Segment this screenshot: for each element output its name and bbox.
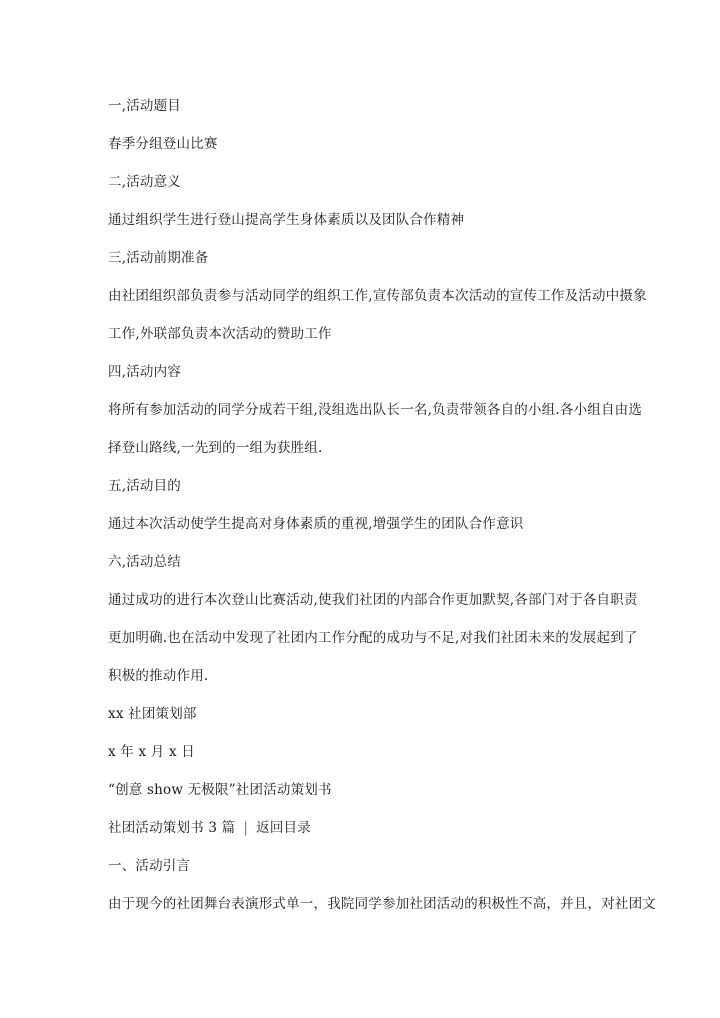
paragraph-line: 将所有参加活动的同学分成若干组,没组选出队长一名,负责带领各自的小组.各小组自由选: [108, 402, 643, 418]
collection-title: 社团活动策划书 3 篇: [108, 820, 236, 836]
heading-preparation: 三,活动前期准备: [108, 250, 209, 266]
heading-activity-summary: 六,活动总结: [108, 554, 181, 570]
next-document-title: “创意 show 无极限”社团活动策划书: [108, 782, 332, 798]
heading-activity-title: 一,活动题目: [108, 98, 181, 114]
signature-date: x 年 x 月 x 日: [108, 744, 195, 760]
heading-activity-purpose: 五,活动目的: [108, 478, 181, 494]
paragraph-line: 更加明确.也在活动中发现了社团内工作分配的成功与不足,对我们社团未来的发展起到了: [108, 630, 638, 646]
signature-department: xx 社团策划部: [108, 706, 197, 722]
paragraph-line: 通过组织学生进行登山提高学生身体素质以及团队合作精神: [108, 212, 465, 228]
heading-activity-introduction: 一、活动引言: [108, 858, 191, 874]
heading-activity-content: 四,活动内容: [108, 364, 181, 380]
heading-activity-significance: 二,活动意义: [108, 174, 181, 190]
paragraph-line: 通过本次活动使学生提高对身体素质的重视,增强学生的团队合作意识: [108, 516, 524, 532]
paragraph-line: 择登山路线,一先到的一组为获胜组.: [108, 440, 323, 456]
paragraph-line: 春季分组登山比赛: [108, 136, 218, 152]
paragraph-line: 通过成功的进行本次登山比赛活动,使我们社团的内部合作更加默契,各部门对于各自职责: [108, 592, 638, 608]
paragraph-line: 积极的推动作用.: [108, 668, 209, 684]
back-to-contents-link[interactable]: 返回目录: [256, 820, 311, 836]
toc-separator: |: [243, 820, 249, 836]
paragraph-line: 由于现今的社团舞台表演形式单一，我院同学参加社团活动的积极性不高，并且，对社团文: [108, 896, 656, 912]
toc-line: [108, 819, 311, 837]
paragraph-line: 由社团组织部负责参与活动同学的组织工作,宣传部负责本次活动的宣传工作及活动中摄象: [108, 288, 647, 304]
paragraph-line: 工作,外联部负责本次活动的赞助工作: [108, 326, 332, 342]
